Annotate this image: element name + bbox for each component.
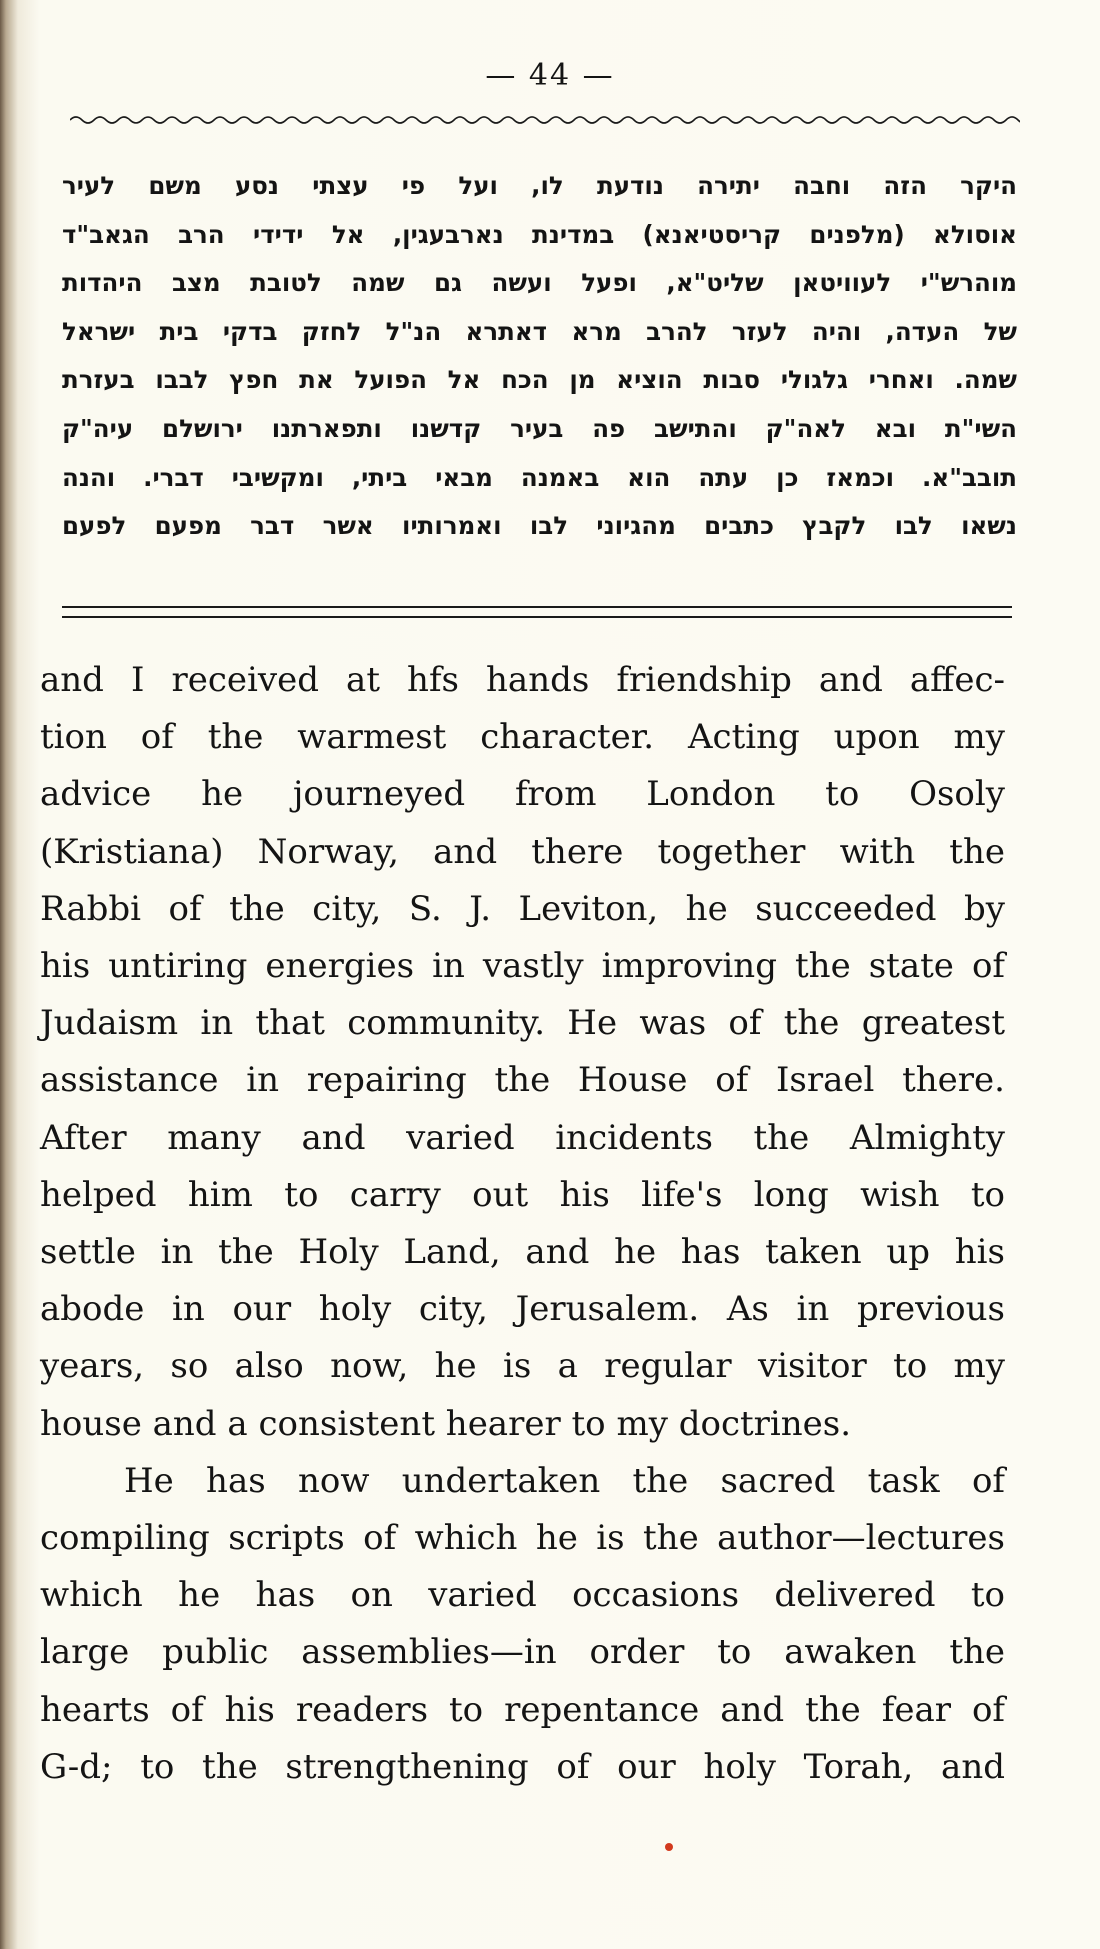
english-line: large public assemblies—in order to awaken the (40, 1632, 1005, 1673)
english-line: Judaism in that community. He was of the greatest (40, 1003, 1005, 1044)
double-divider (62, 606, 1012, 618)
hebrew-line: היקר הזה וחבה יתירה נודעת לו, ועל פי עצתי נסע משם לעיר (62, 171, 1017, 200)
hebrew-line: של העדה, והיה לעזר להרב מרא דאתרא הנ"ל לחזק בדקי בית ישראל (62, 316, 1017, 346)
english-line: (Kristiana) Norway, and there together with the (40, 831, 1005, 872)
english-line: He has now undertaken the sacred task of (124, 1460, 1005, 1501)
english-line: house and a consistent hearer to my doctrines. (40, 1403, 852, 1444)
english-line: hearts of his readers to repentance and the fear of (40, 1689, 1005, 1730)
english-line: his untiring energies in vastly improving the state of (40, 946, 1005, 987)
hebrew-line: שמה. ואחרי גלגולי סבות הוציא מן הכח אל הפועל את חפץ לבבו בעזרת (62, 365, 1017, 395)
english-line: assistance in repairing the House of Israel there. (40, 1060, 1005, 1101)
english-line: abode in our holy city, Jerusalem. As in previous (40, 1289, 1005, 1330)
english-line: which he has on varied occasions delivered to (40, 1575, 1005, 1616)
english-line: years, so also now, he is a regular visitor to my (40, 1346, 1005, 1387)
english-line: Rabbi of the city, S. J. Leviton, he succeeded by (40, 888, 1005, 929)
wavy-divider (70, 108, 1020, 132)
hebrew-line: מוהרש"י לעוויטאן שליט"א, ופעל ועשה גם שמה לטובת מצב היהדות (62, 268, 1017, 298)
hebrew-line: נשאו לבו לקבץ כתבים מהגיוני לבו ואמרותיו אשר דבר מפעם לפעם (62, 511, 1017, 541)
hebrew-line: תובב"א. וכמאז כן עתה הוא באמנה מבאי ביתי, ומקשיבי דברי. והנה (62, 462, 1017, 492)
english-line: advice he journeyed from London to Osoly (40, 774, 1005, 815)
english-line: compiling scripts of which he is the author—lectures (40, 1518, 1005, 1559)
english-line: After many and varied incidents the Almighty (40, 1117, 1005, 1158)
english-line: settle in the Holy Land, and he has taken up his (40, 1232, 1005, 1273)
english-line: tion of the warmest character. Acting upon my (40, 717, 1005, 758)
english-line: and I received at hfs hands friendship and affec- (40, 660, 1005, 700)
hebrew-line: השי"ת ובא לאה"ק והתישב פה בעיר קדשנו ותפארתנו ירושלם עיה"ק (62, 413, 1017, 443)
english-paragraph (40, 652, 1005, 1796)
hebrew-line: אוסולא (מלפנים קריסטיאנא) במדינת נארבעגין, אל ידידי הרב הגאב"ד (62, 219, 1017, 249)
english-line: G-d; to the strengthening of our holy Torah, and (40, 1746, 1005, 1787)
english-line: helped him to carry out his life's long wish to (40, 1174, 1005, 1215)
stray-ink-mark (665, 1843, 673, 1851)
page-number: — 44 — (485, 58, 615, 93)
hebrew-paragraph (62, 162, 1017, 551)
